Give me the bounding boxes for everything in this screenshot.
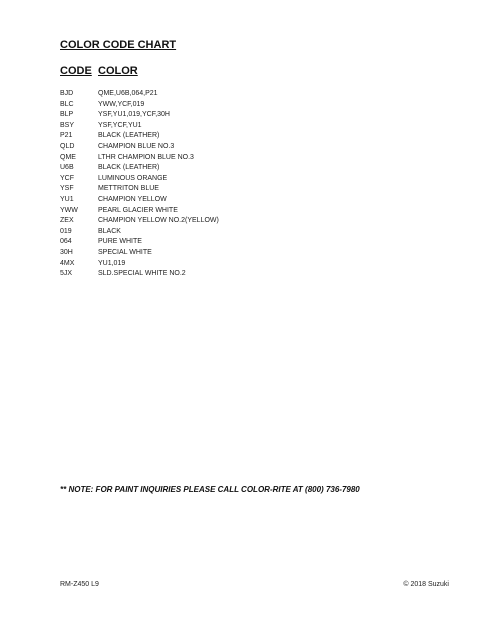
row-color: SLD.SPECIAL WHITE NO.2 [98, 270, 186, 278]
list-item [60, 216, 440, 227]
row-code: QME [60, 153, 76, 161]
row-color: PURE WHITE [98, 238, 142, 246]
list-item [60, 248, 440, 259]
footer-model: RM-Z450 L9 [60, 581, 99, 588]
row-code: ZEX [60, 217, 74, 225]
row-color: YSF,YCF,YU1 [98, 121, 142, 129]
list-item [60, 195, 440, 206]
row-color: LUMINOUS ORANGE [98, 174, 168, 182]
list-item [60, 227, 440, 238]
row-code: QLD [60, 142, 75, 150]
header-color: COLOR [98, 65, 138, 77]
row-code: 5JX [60, 270, 73, 278]
row-color: YSF,YU1,019,YCF,30H [98, 111, 170, 119]
list-item [60, 89, 440, 100]
color-code-list [60, 89, 440, 280]
row-color: BLACK (LEATHER) [98, 132, 160, 140]
row-code: YCF [60, 174, 74, 182]
list-item [60, 184, 440, 195]
list-item [60, 206, 440, 217]
row-color: BLACK [98, 227, 121, 235]
row-color: METTRITON BLUE [98, 185, 159, 193]
list-item [60, 163, 440, 174]
row-code: P21 [60, 132, 73, 140]
page-title: COLOR CODE CHART [60, 39, 177, 51]
header-code: CODE [60, 65, 92, 77]
list-item [60, 174, 440, 185]
row-code: YSF [60, 185, 74, 193]
list-item [60, 142, 440, 153]
row-code: 4MX [60, 259, 75, 267]
row-code: 019 [60, 227, 72, 235]
row-code: BLC [60, 100, 74, 108]
row-color: CHAMPION YELLOW NO.2(YELLOW) [98, 217, 219, 225]
row-code: 30H [60, 248, 73, 256]
row-color: YU1,019 [98, 259, 126, 267]
list-item [60, 110, 440, 121]
row-color: CHAMPION YELLOW [98, 195, 167, 203]
list-item [60, 269, 440, 280]
row-code: YWW [60, 206, 78, 214]
list-item [60, 131, 440, 142]
list-item [60, 153, 440, 164]
row-code: 064 [60, 238, 72, 246]
row-color: QME,U6B,064,P21 [98, 90, 158, 97]
footer-copyright: © 2018 Suzuki [403, 581, 449, 588]
row-code: U6B [60, 164, 74, 172]
row-color: LTHR CHAMPION BLUE NO.3 [98, 153, 194, 161]
row-color: YWW,YCF,019 [98, 100, 145, 108]
row-color: BLACK (LEATHER) [98, 164, 160, 172]
row-color: SPECIAL WHITE [98, 248, 152, 256]
list-item [60, 237, 440, 248]
row-code: BJD [60, 90, 74, 97]
list-item [60, 259, 440, 270]
row-color: CHAMPION BLUE NO.3 [98, 142, 175, 150]
paint-inquiry-note: ** NOTE: FOR PAINT INQUIRIES PLEASE CALL COLOR-RITE AT (800) 736-7980 [60, 485, 360, 494]
list-item [60, 121, 440, 132]
row-code: BSY [60, 121, 75, 129]
row-code: BLP [60, 111, 74, 119]
list-item [60, 100, 440, 111]
row-color: PEARL GLACIER WHITE [98, 206, 178, 214]
row-code: YU1 [60, 195, 74, 203]
